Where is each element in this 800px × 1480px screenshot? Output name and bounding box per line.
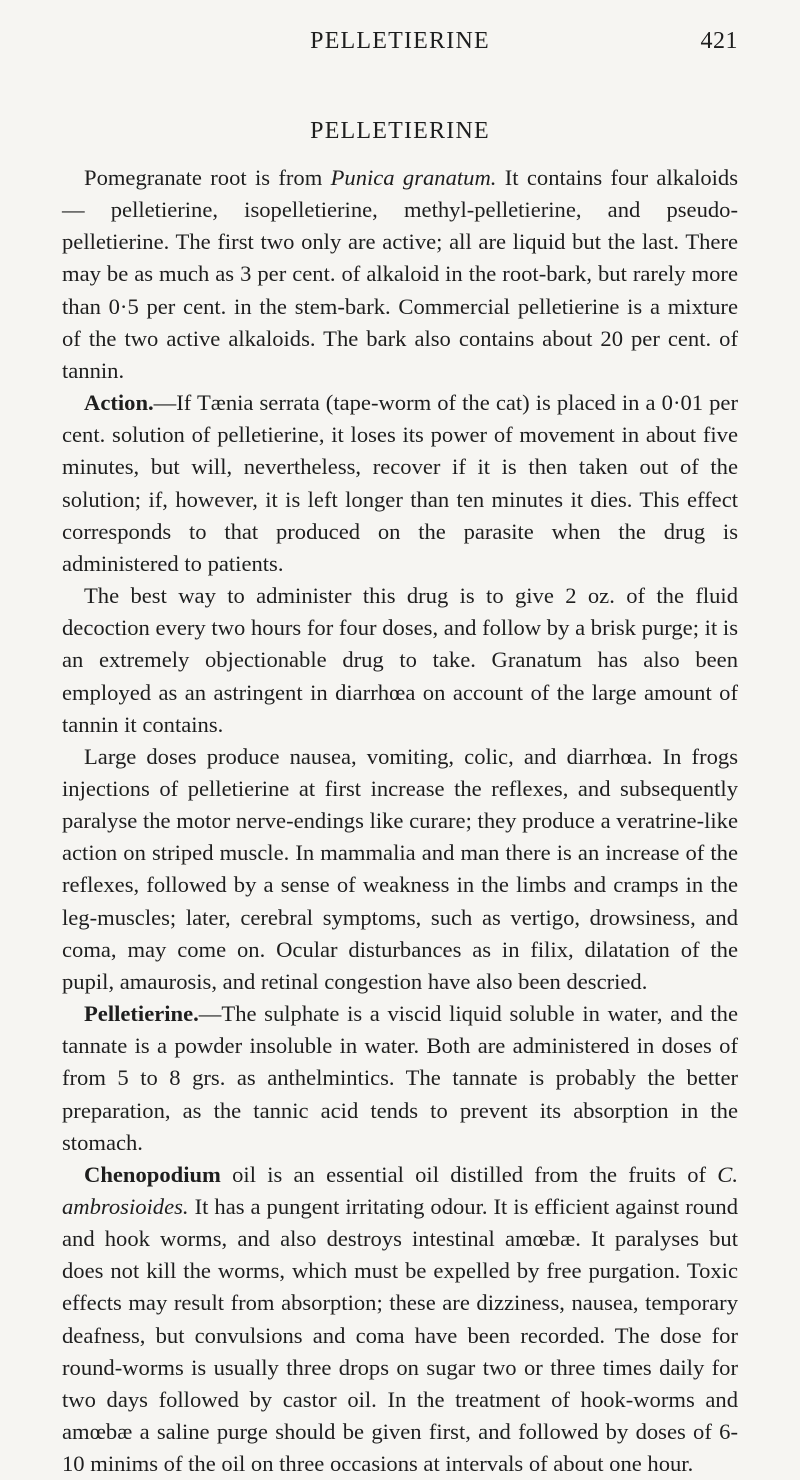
section-title: PELLETIERINE [310,118,490,144]
paragraph-text: —If Tænia serrata (tape-worm of the cat) is placed in a 0·01 per cent. solution of pelletierine, it loses its power of movement in about five minutes, but will, nevertheless, recover if it is then taken out of the solution; if, however, it is left longer than ten minutes it dies. This effect corresponds to that produced on the parasite when the drug is administered to patients. [62,390,738,576]
paragraph-chenopodium [62,1159,738,1480]
running-header [62,28,738,68]
paragraph-action [62,387,738,580]
running-title: PELLETIERINE [310,28,490,54]
paragraph-text: —The sulphate is a viscid liquid soluble in water, and the tannate is a powder insoluble in water. Both are administered in doses of from 5 to 8 grs. as anthelmintics. The tannate is probably the better preparation, as the tannic acid tends to prevent its absorption in the stomach. [62,1001,738,1155]
species-name: C. ambrosioides. [62,1161,738,1219]
paragraph-text: It has a pungent irritating odour. It is efficient against round and hook worms, and also destroys intestinal amœbæ. It paralyses but does not kill the worms, which must be expelled by free purgation. Toxic effects may result from absorption; these are dizziness, nausea, temporary deafness, but convulsions and coma have been recorded. The dose for round-worms is usually three drops on sugar two or three times daily for two days followed by castor oil. In the treatment of hook-worms and amœbæ a saline purge should be given first, and followed by doses of 6-10 minims of the oil on three occasions at intervals of about one hour. [62,1194,738,1477]
paragraph-text: The best way to administer this drug is to give 2 oz. of the fluid decoction every two hours for four doses, and follow by a brisk purge; it is an extremely objectionable drug to take. Granatum has also been employed as an astringent in diarrhœa on account of the large amount of tannin it contains. [62,583,738,737]
paragraph-text: It contains four alkaloids — pelletierine, isopelletierine, methyl-pelletierine, and pseudo-pelletierine. The first two only are active; all are liquid but the last. There may be as much as 3 per cent. of alkaloid in the root-bark, but rarely more than 0·5 per cent. in the stem-bark. Commercial pelletierine is a mixture of the two active alkaloids. The bark also contains about 20 per cent. of tannin. [62,165,739,383]
paragraph-heading: Action. [84,390,154,416]
body-text [62,162,738,1480]
paragraph-pelletierine [62,998,738,1159]
species-name: Punica granatum. [330,165,497,190]
paragraph-text: oil is an essential oil distilled from the fruits of [220,1161,718,1187]
paragraph-heading: Pelletierine. [84,1001,199,1027]
page-number: 421 [700,28,738,54]
paragraph-heading: Chenopodium [84,1161,221,1187]
paragraph-text: Large doses produce nausea, vomiting, colic, and diarrhœa. In frogs injections of pelletierine at first increase the reflexes, and subsequently paralyse the motor nerve-endings like curare; they produce a veratrine-like action on striped muscle. In mammalia and man there is an increase of the reflexes, followed by a sense of weakness in the limbs and cramps in the leg-muscles; later, cerebral symptoms, such as vertigo, drowsiness, and coma, may come on. Ocular disturbances as in filix, dilatation of the pupil, amaurosis, and retinal congestion have also been descried. [62,743,738,994]
paragraph-large-doses [62,741,738,998]
paragraph-source [62,162,738,387]
paragraph-administration [62,580,738,741]
paragraph-text: Pomegranate root is from [84,165,331,190]
